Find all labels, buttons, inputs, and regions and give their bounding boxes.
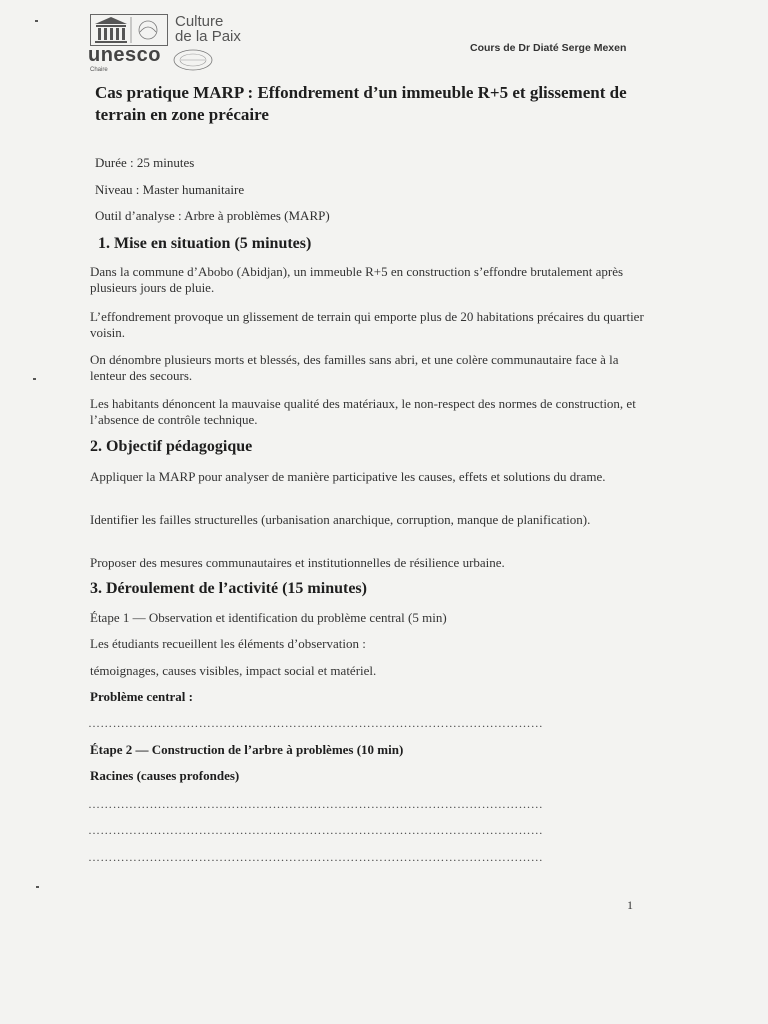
course-author: Cours de Dr Diaté Serge Mexen (470, 42, 627, 54)
document-title: Cas pratique MARP : Effondrement d’un immeuble R+5 et glissement de terrain en zone précaire (95, 83, 627, 124)
section-1-paragraph-4: Les habitants dénoncent la mauvaise qualité des matériaux, le non-respect des normes de construction, et l’absence de contrôle technique. (90, 396, 636, 427)
section-1-heading: 1. Mise en situation (5 minutes) (98, 235, 312, 252)
blank-line-racines-3: ………………………………………………………………………………………………… (88, 850, 544, 864)
chaire-label: Chaire (90, 67, 108, 73)
blank-line-racines-2: ………………………………………………………………………………………………… (88, 823, 544, 837)
logo-text (175, 14, 241, 44)
scan-speck (35, 20, 38, 22)
section-2-paragraph-3: Proposer des mesures communautaires et institutionnelles de résilience urbaine. (90, 555, 505, 570)
section-3-heading: 3. Déroulement de l’activité (15 minutes) (90, 580, 367, 597)
logo-line-2: de la Paix (175, 28, 241, 45)
unesco-wordmark: unesco (88, 44, 162, 66)
meta-duree: Durée : 25 minutes (95, 155, 195, 170)
etape-1-line: Étape 1 — Observation et identification du problème central (5 min) (90, 610, 447, 625)
page-number: 1 (627, 898, 633, 912)
meta-outil: Outil d’analyse : Arbre à problèmes (MARP) (95, 208, 330, 223)
meta-niveau: Niveau : Master humanitaire (95, 182, 245, 197)
unesco-logo-graphic (90, 14, 168, 46)
observation-line-1: Les étudiants recueillent les éléments d’observation : (90, 636, 366, 651)
probleme-central-label: Problème central : (90, 689, 193, 704)
unesco-temple-logo (90, 14, 168, 46)
section-1-paragraph-2: L’effondrement provoque un glissement de terrain qui emporte plus de 20 habitations précaires du quartier voisin. (90, 309, 644, 340)
racines-label: Racines (causes profondes) (90, 768, 240, 783)
scan-speck (33, 378, 36, 380)
blank-line-probleme: ………………………………………………………………………………………………… (88, 716, 544, 730)
seal-icon (173, 49, 213, 71)
section-1-paragraph-3: On dénombre plusieurs morts et blessés, des familles sans abri, et une colère communautaire face à la lenteur des secours. (90, 352, 619, 383)
blank-line-racines-1: ………………………………………………………………………………………………… (88, 797, 544, 811)
scan-speck (36, 886, 39, 888)
section-2-heading: 2. Objectif pédagogique (90, 438, 253, 455)
etape-2-heading: Étape 2 — Construction de l’arbre à problèmes (10 min) (90, 742, 404, 757)
section-1-paragraph-1: Dans la commune d’Abobo (Abidjan), un immeuble R+5 en construction s’effondre brutalement après plusieurs jours de pluie. (90, 264, 624, 295)
observation-line-2: témoignages, causes visibles, impact social et matériel. (90, 663, 377, 678)
section-2-paragraph-2: Identifier les failles structurelles (urbanisation anarchique, corruption, manque de planification). (90, 512, 591, 527)
logo-line-1: Culture (175, 13, 224, 30)
section-2-paragraph-1: Appliquer la MARP pour analyser de manière participative les causes, effets et solutions du drame. (90, 469, 606, 484)
